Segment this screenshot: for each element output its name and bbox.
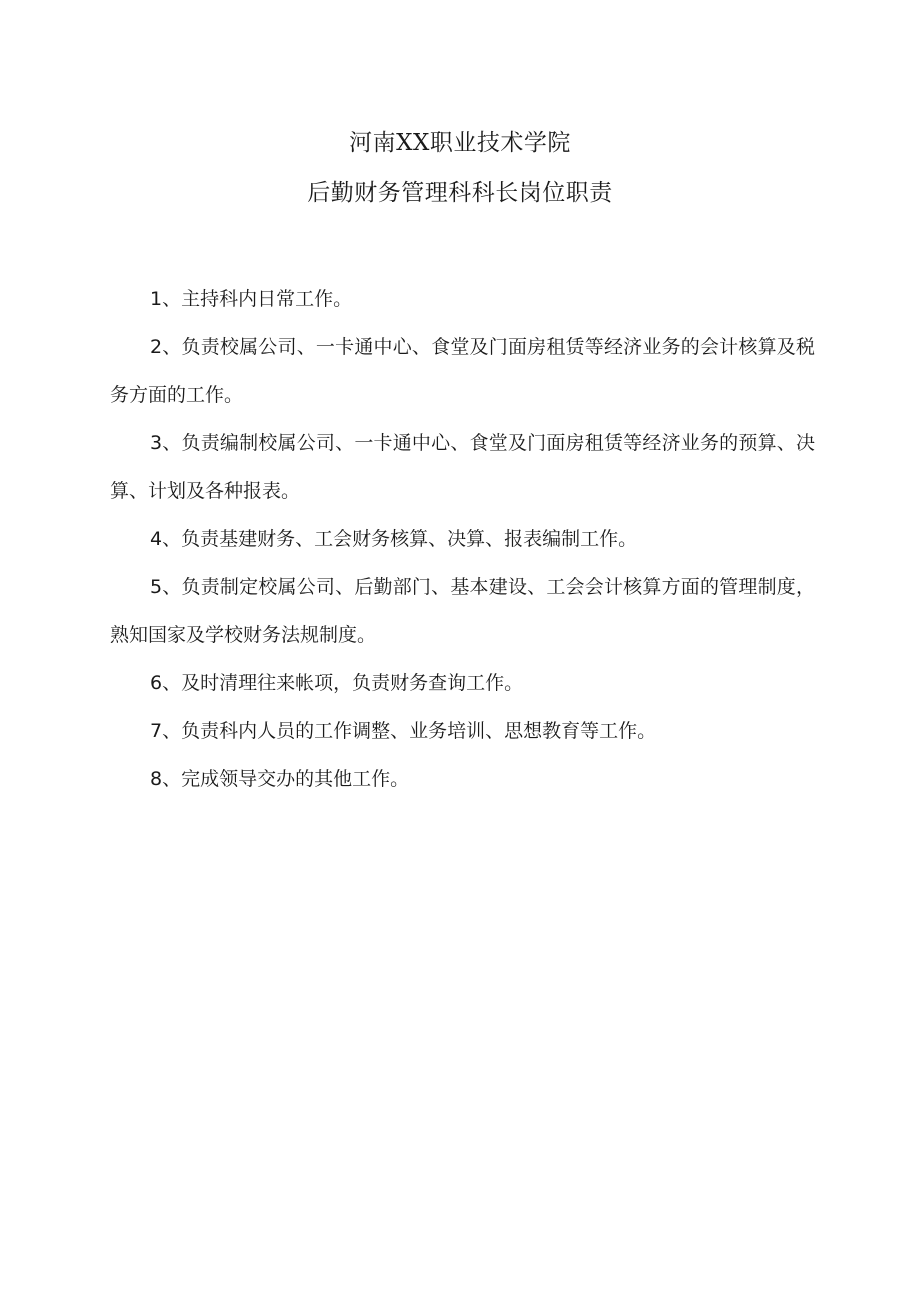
document-title-position: 后勤财务管理科科长岗位职责 — [307, 180, 613, 206]
duty-item-8: 8、完成领导交办的其他工作。 — [150, 768, 410, 790]
document-title-institution: 河南XX职业技术学院 — [349, 130, 571, 156]
duty-item-1: 1、主持科内日常工作。 — [150, 288, 353, 310]
duty-item-6: 6、及时清理往来帐项，负责财务查询工作。 — [150, 672, 524, 694]
duty-item-4: 4、负责基建财务、工会财务核算、决算、报表编制工作。 — [150, 528, 638, 550]
duty-item-5: 5、负责制定校属公司、后勤部门、基本建设、工会会计核算方面的管理制度，熟知国家及学校财务法规制度。 — [110, 576, 815, 646]
duty-item-7: 7、负责科内人员的工作调整、业务培训、思想教育等工作。 — [150, 720, 657, 742]
duty-item-2: 2、负责校属公司、一卡通中心、食堂及门面房租赁等经济业务的会计核算及税务方面的工作。 — [110, 336, 815, 406]
duty-item-3: 3、负责编制校属公司、一卡通中心、食堂及门面房租赁等经济业务的预算、决算、计划及各种报表。 — [110, 432, 815, 502]
duties-list — [110, 275, 815, 803]
